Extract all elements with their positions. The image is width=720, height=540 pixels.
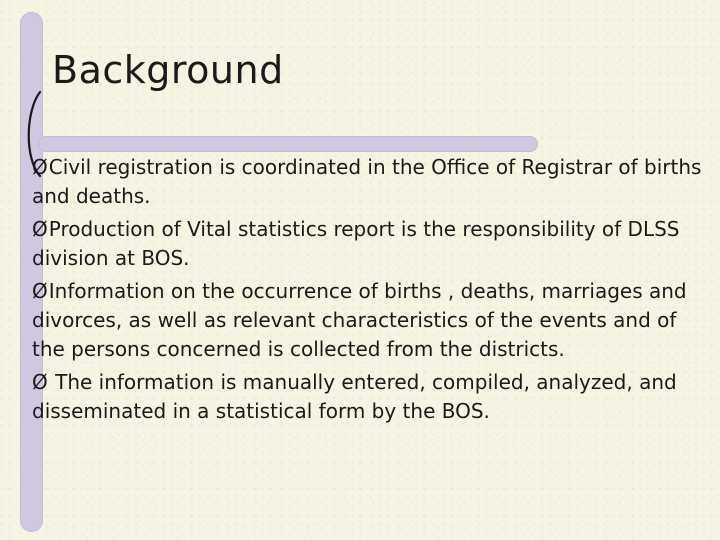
slide-title: Background xyxy=(52,48,284,92)
bullet-item xyxy=(32,277,704,364)
bullet-text: Production of Vital statistics report is the responsibility of DLSS division at BOS. xyxy=(32,217,680,270)
arrowhead-bullet-icon: Ø xyxy=(32,217,48,241)
arrowhead-bullet-icon: Ø xyxy=(32,370,48,394)
bullet-text: Information on the occurrence of births , deaths, marriages and divorces, as well as relevant characteristics of the events and of the persons concerned is collected from the districts. xyxy=(32,279,687,361)
bullet-item xyxy=(32,368,704,426)
bullet-text: The information is manually entered, compiled, analyzed, and disseminated in a statistical form by the BOS. xyxy=(32,370,677,423)
arrowhead-bullet-icon: Ø xyxy=(32,155,48,179)
bullet-item xyxy=(32,153,704,211)
arrowhead-bullet-icon: Ø xyxy=(32,279,48,303)
bullet-text: Civil registration is coordinated in the Office of Registrar of births and deaths. xyxy=(32,155,702,208)
bullet-item xyxy=(32,215,704,273)
bullet-list xyxy=(32,153,704,430)
horizontal-accent-bar xyxy=(38,136,538,152)
